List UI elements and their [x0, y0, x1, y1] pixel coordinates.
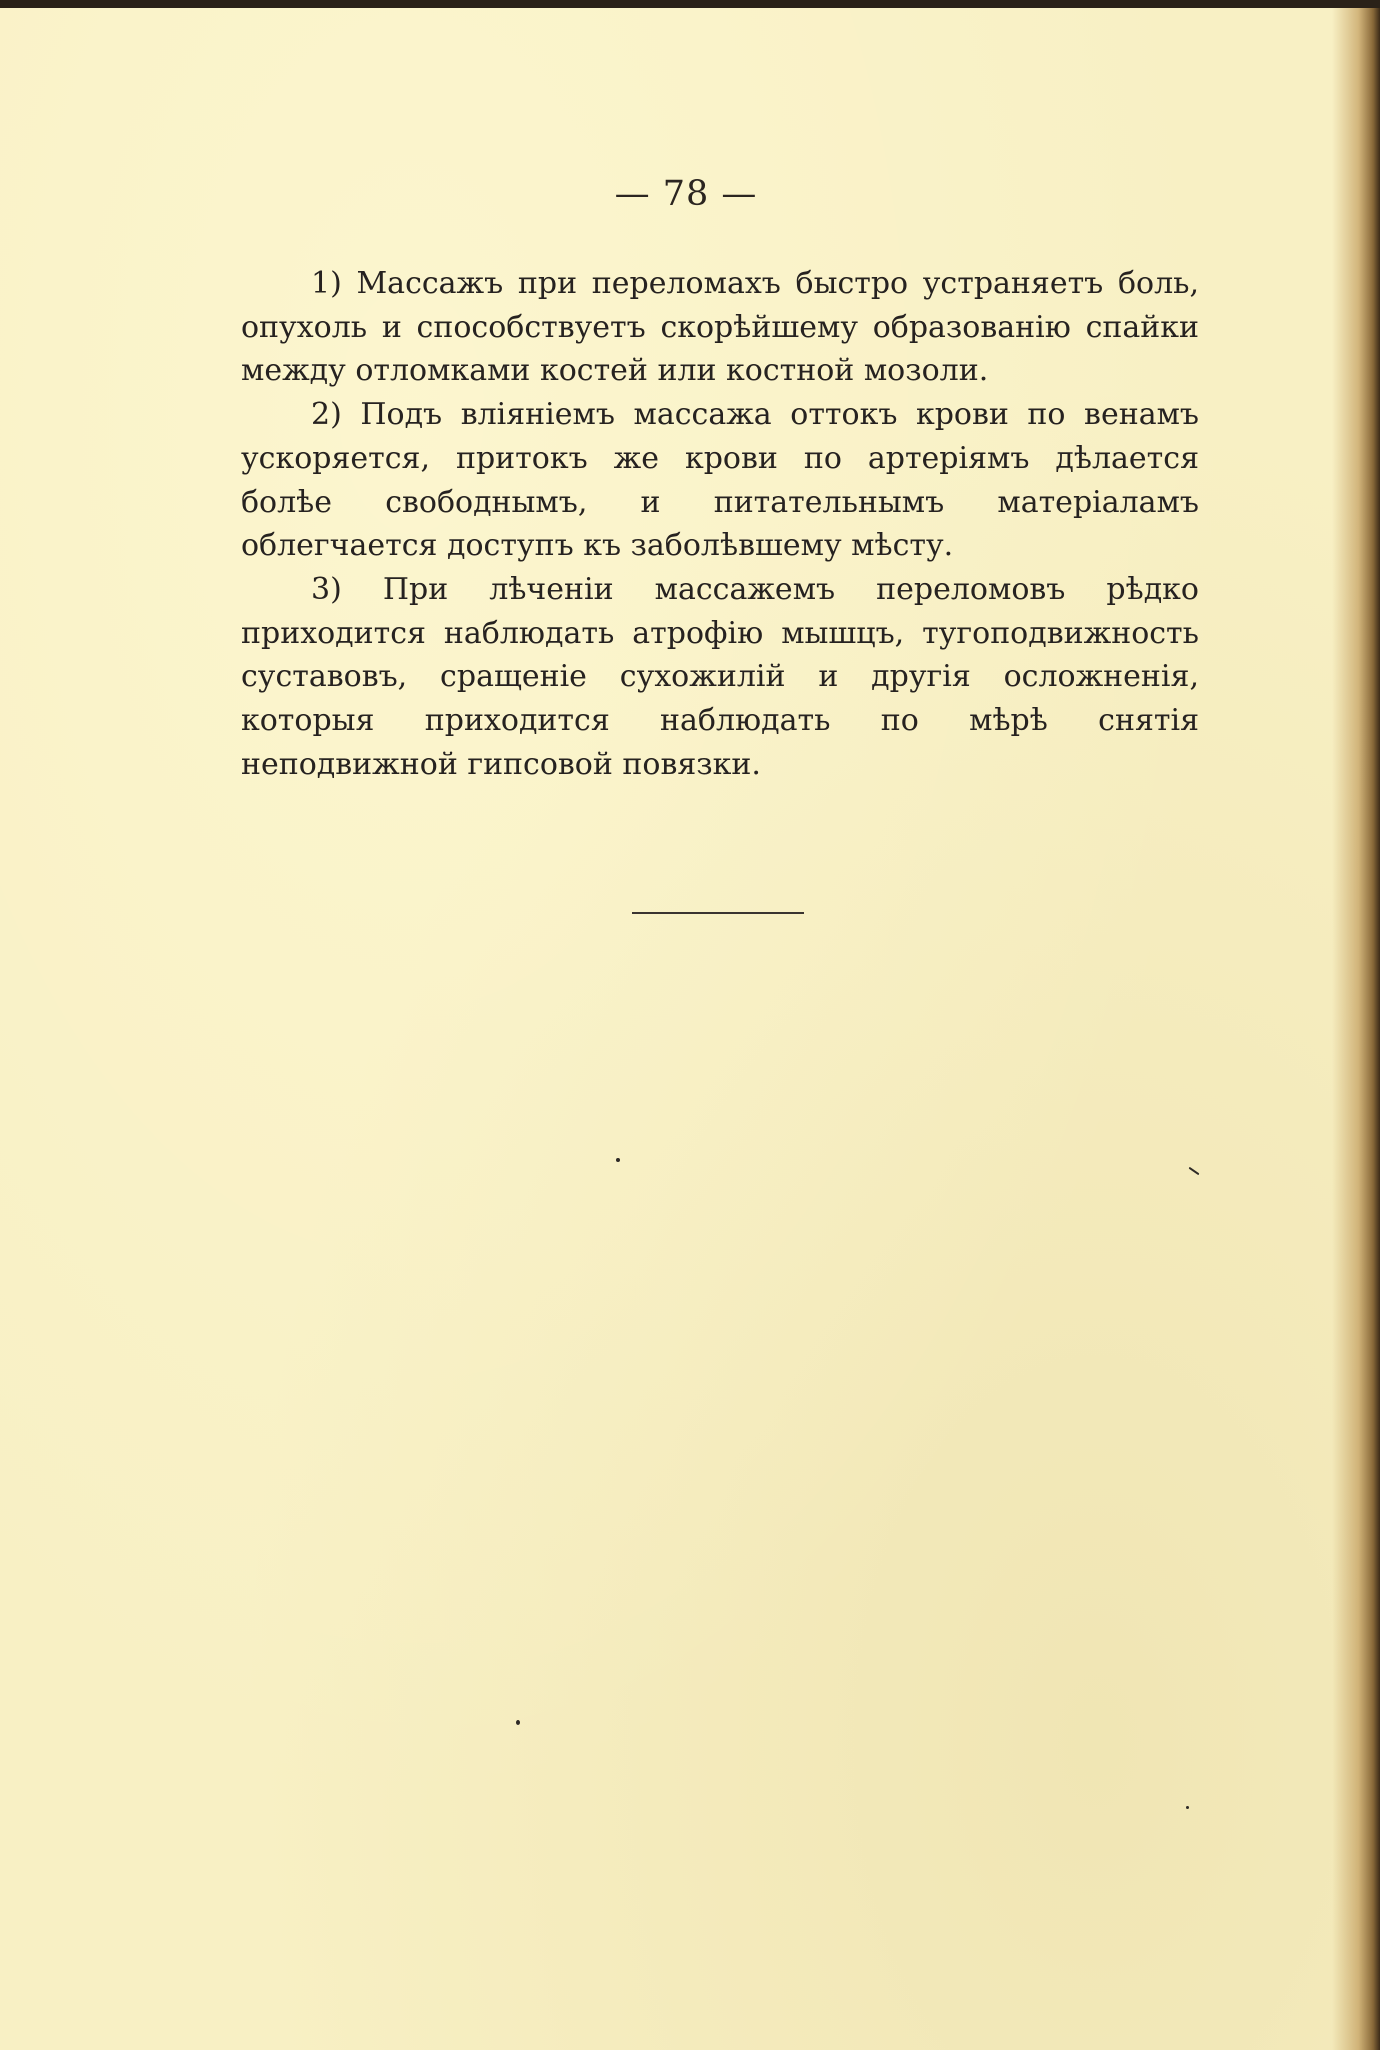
paper-speck — [616, 1158, 620, 1162]
body-text — [241, 262, 1199, 786]
top-edge — [0, 0, 1380, 8]
page-number: — 78 — — [614, 174, 758, 214]
paper-speck — [516, 1720, 520, 1725]
paragraph-3: 3) При лѣченіи массажемъ переломовъ рѣдко приходится наблюдать атрофію мышцъ, тугоподвижность суставовъ, сращеніе сухожилій и другія осложненія, которыя приходится наблюдать по мѣрѣ снятія неподвижной гипсовой повязки. — [241, 571, 1199, 782]
paper-speck — [1186, 1806, 1189, 1809]
paper-speck — [1189, 1167, 1200, 1176]
paragraph-1: 1) Массажъ при переломахъ быстро устраняетъ боль, опухоль и способствуетъ скорѣйшему образованію спайки между отломками костей или костной мозоли. — [241, 266, 1199, 389]
section-divider — [632, 912, 804, 914]
paragraph-2: 2) Подъ вліяніемъ массажа оттокъ крови по венамъ ускоряется, притокъ же крови по артеріямъ дѣлается болѣе свободнымъ, и питательнымъ матеріаламъ облегчается доступъ къ заболѣвшему мѣсту. — [241, 397, 1199, 564]
page-edge-shadow — [1332, 0, 1380, 2050]
